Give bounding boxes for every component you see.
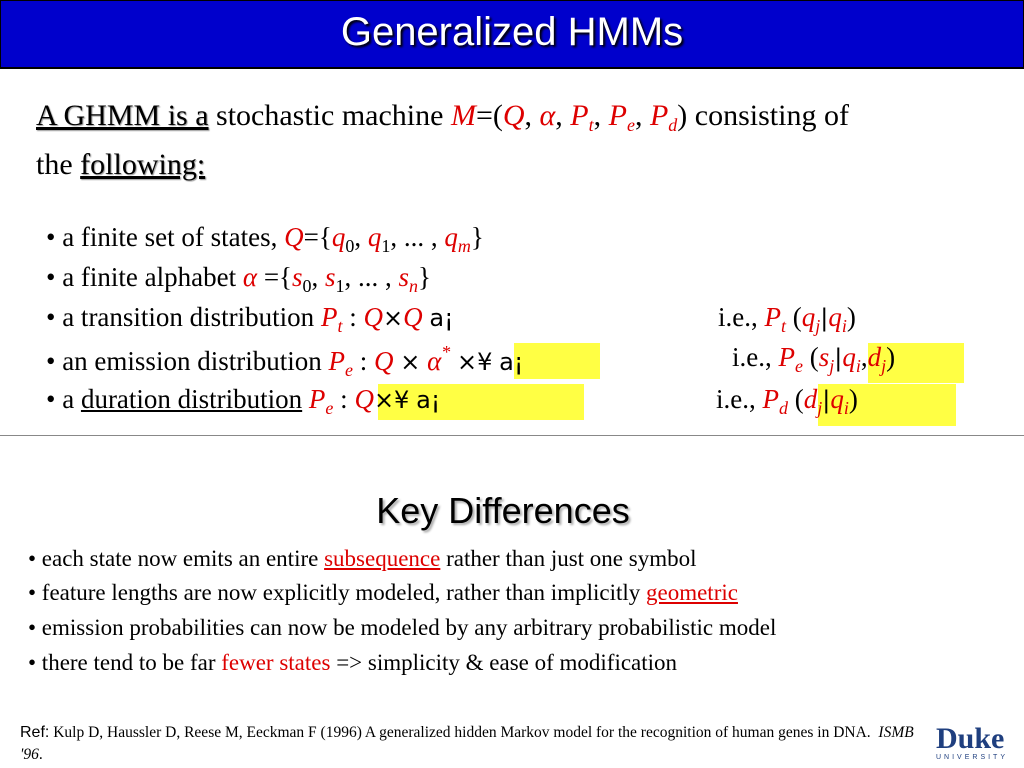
duke-logo: Duke UNIVERSITY: [936, 722, 1009, 761]
ghmm-term: A GHMM is a: [36, 99, 209, 132]
kd-item-emission: • emission probabilities can now be modeled by any arbitrary probabilistic model: [28, 615, 777, 640]
kd-item-subsequence: • each state now emits an entire subsequence rather than just one symbol: [28, 546, 697, 571]
slide-title: Generalized HMMs: [340, 10, 684, 54]
section-divider: [0, 435, 1024, 436]
bullet-states: • a finite set of states, $Q=\{q_0$, $q_1$, ... , $q_m$}: [46, 222, 484, 256]
reference: Ref: Kulp D, Haussler D, Reese M, Eeckman F (1996) A generalized hidden Markov model for the recognition of human genes in DNA. ISMB '96.: [20, 724, 914, 763]
intro-paragraph: A GHMM is a stochastic machine M=(Q, α, $P_t$, $P_e$, $P_d$) consisting of the following:: [36, 99, 849, 181]
kd-item-fewer-states: • there tend to be far fewer states => simplicity & ease of modification: [28, 650, 678, 675]
bullet-emission: • an emission distribution $P_e$ : Q × α* ×¥ a¡: [46, 342, 524, 380]
duration-ie: i.e., $P_d$ $(d_j|q_i)$: [716, 384, 858, 418]
kd-item-geometric: • feature lengths are now explicitly modeled, rather than implicitly geometric: [28, 580, 738, 605]
bullet-transition: • a transition distribution $P_t$ : Q×Q a¡: [46, 302, 454, 336]
transition-ie: i.e., $P_t$ $(q_j|q_i)$: [718, 302, 856, 336]
emission-ie: i.e., $P_e$ $(s_j|q_i,d_j)$: [732, 342, 896, 376]
bullet-duration: • a duration distribution $P_e$ : Q×¥ a¡: [46, 384, 441, 418]
key-differences-heading: Key Differences: [376, 490, 630, 531]
following-term: following:: [80, 148, 206, 181]
duration-distribution-term: duration distribution: [80, 384, 303, 414]
bullet-alphabet: • a finite alphabet $\alpha =\{s_0$, $s_1$, ... , $s_n$}: [46, 262, 432, 296]
highlight-emission: [514, 343, 600, 379]
